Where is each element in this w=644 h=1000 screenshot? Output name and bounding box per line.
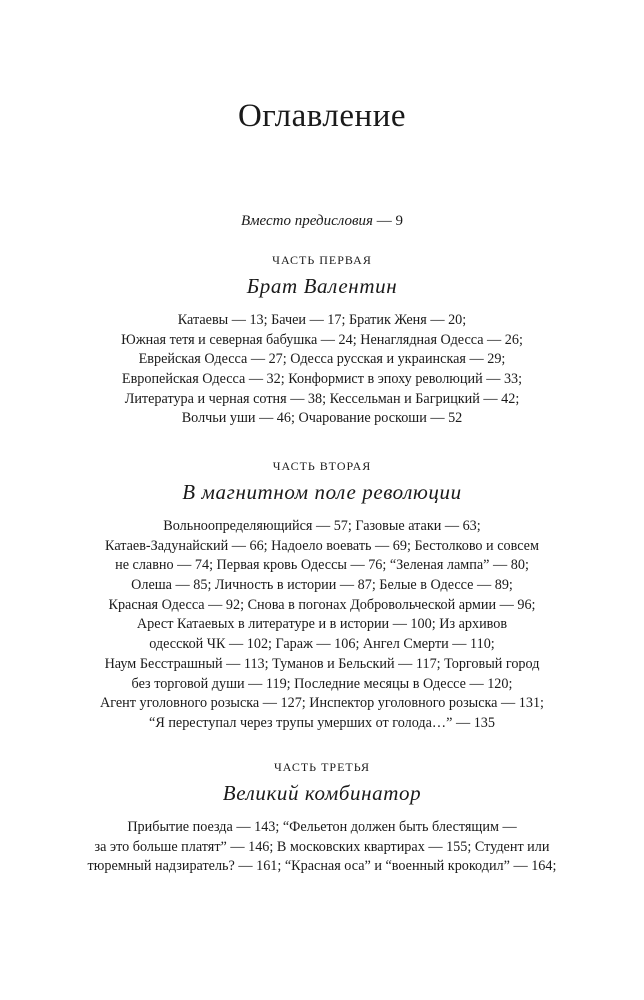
part-title: В магнитном поле революции: [182, 480, 462, 504]
part-contents: [0, 517, 644, 734]
toc-line: Катаевы — 13; Бачеи — 17; Братик Женя — 20;: [177, 312, 467, 328]
toc-line: Красная Одесса — 92; Снова в погонах Добровольческой армии — 96;: [108, 596, 536, 613]
toc-line: Литература и черная сотня — 38; Кессельман и Багрицкий — 42;: [124, 390, 520, 407]
toc-line: Южная тетя и северная бабушка — 24; Ненаглядная Одесса — 26;: [121, 331, 523, 348]
part-title: Брат Валентин: [246, 274, 398, 298]
toc-line: Наум Бесстрашный — 113; Туманов и Бельский — 117; Торговый город: [104, 655, 540, 672]
part-label: ЧАСТЬ ПЕРВАЯ: [272, 253, 372, 267]
part-one: [0, 251, 644, 429]
toc-line: Европейская Одесса — 32; Конформист в эпоху революций — 33;: [121, 371, 523, 388]
toc-line: Катаев-Задунайский — 66; Надоело воевать — 69; Бестолково и совсем: [105, 537, 539, 554]
foreword-entry: [0, 213, 644, 230]
toc-line: Волчьи уши — 46; Очарование роскоши — 52: [181, 410, 463, 427]
toc-line: без торговой души — 119; Последние месяцы в Одессе — 120;: [131, 675, 513, 692]
toc-line: тюремный надзиратель? — 161; “Красная оса” и “военный крокодил” — 164;: [87, 858, 557, 875]
toc-line: Прибытие поезда — 143; “Фельетон должен быть блестящим —: [127, 819, 517, 835]
toc-line: одесской ЧК — 102; Гараж — 106; Ангел Смерти — 110;: [149, 636, 495, 653]
toc-line: Еврейская Одесса — 27; Одесса русская и украинская — 29;: [138, 351, 506, 368]
part-contents: [0, 311, 644, 429]
toc-line: “Я переступал через трупы умерших от голода…” — 135: [149, 714, 495, 731]
toc-line: Агент уголовного розыска — 127; Инспектор уголовного розыска — 131;: [99, 695, 544, 712]
part-label: ЧАСТЬ ВТОРАЯ: [272, 459, 372, 473]
toc-line: за это больше платят” — 146; В московских квартирах — 155; Студент или: [94, 838, 550, 855]
part-three: [0, 758, 644, 877]
toc-line: Вольноопределяющийся — 57; Газовые атаки — 63;: [163, 518, 481, 534]
foreword-page: — 9: [372, 213, 403, 229]
part-contents: [0, 818, 644, 877]
part-title: Великий комбинатор: [222, 781, 422, 805]
toc-line: Олеша — 85; Личность в истории — 87; Белые в Одессе — 89;: [131, 577, 513, 594]
part-two: [0, 457, 644, 734]
foreword-title: Вместо предисловия: [241, 213, 373, 229]
part-label: ЧАСТЬ ТРЕТЬЯ: [273, 760, 370, 774]
toc-line: Арест Катаевых в литературе и в истории — 100; Из архивов: [136, 616, 508, 633]
toc-line: не славно — 74; Первая кровь Одессы — 76; “Зеленая лампа” — 80;: [115, 557, 529, 574]
page-title: Оглавление: [237, 98, 407, 134]
